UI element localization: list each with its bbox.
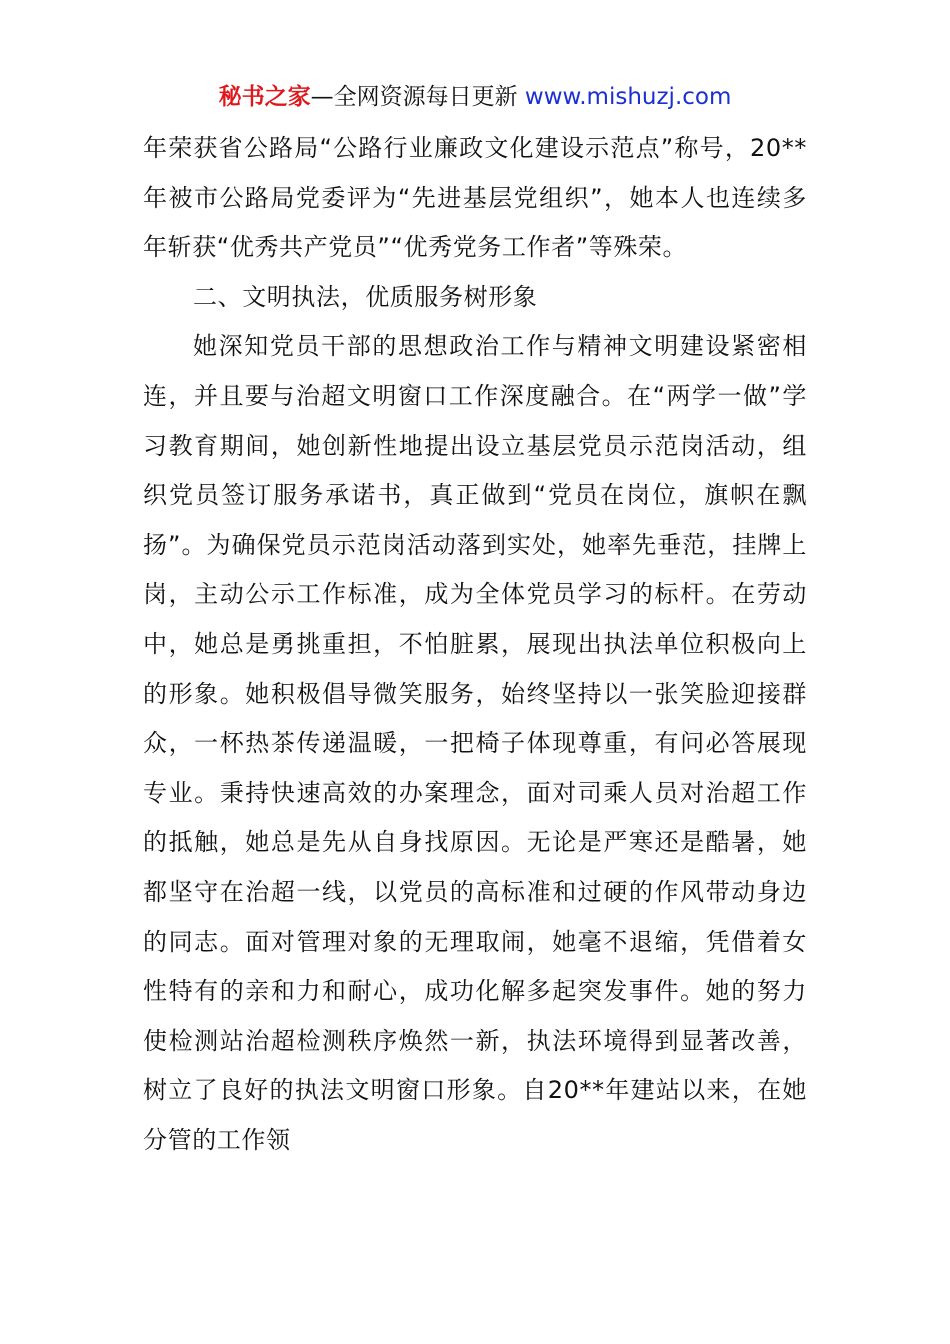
header-site-link[interactable]: www.mishuzj.com [524, 84, 732, 110]
header-brand: 秘书之家 [218, 84, 311, 110]
header-tagline: —全网资源每日更新 [310, 84, 525, 110]
section-heading: 二、文明执法，优质服务树形象 [193, 282, 538, 311]
document-body [143, 124, 807, 1165]
paragraph-continuation: 年荣获省公路局“公路行业廉政文化建设示范点”称号，20**年被市公路局党委评为“先进基层党组织”，她本人也连续多年斩获“优秀共产党员”“优秀党务工作者”等殊荣。 [143, 134, 807, 262]
paragraph-main: 她深知党员干部的思想政治工作与精神文明建设紧密相连，并且要与治超文明窗口工作深度融合。在“两学一做”学习教育期间，她创新性地提出设立基层党员示范岗活动，组织党员签订服务承诺书，真正做到“党员在岗位，旗帜在飘扬”。为确保党员示范岗活动落到实处，她率先垂范，挂牌上岗，主动公示工作标准，成为全体党员学习的标杆。在劳动中，她总是勇挑重担，不怕脏累，展现出执法单位积极向上的形象。她积极倡导微笑服务，始终坚持以一张笑脸迎接群众，一杯热茶传递温暖，一把椅子体现尊重，有问必答展现专业。秉持快速高效的办案理念，面对司乘人员对治超工作的抵触，她总是先从自身找原因。无论是严寒还是酷暑，她都坚守在治超一线，以党员的高标准和过硬的作风带动身边的同志。面对管理对象的无理取闹，她毫不退缩，凭借着女性特有的亲和力和耐心，成功化解多起突发事件。她的努力使检测站治超检测秩序焕然一新，执法环境得到显著改善，树立了良好的执法文明窗口形象。自20**年建站以来，在她分管的工作领 [143, 332, 807, 1154]
page-header [0, 80, 950, 114]
